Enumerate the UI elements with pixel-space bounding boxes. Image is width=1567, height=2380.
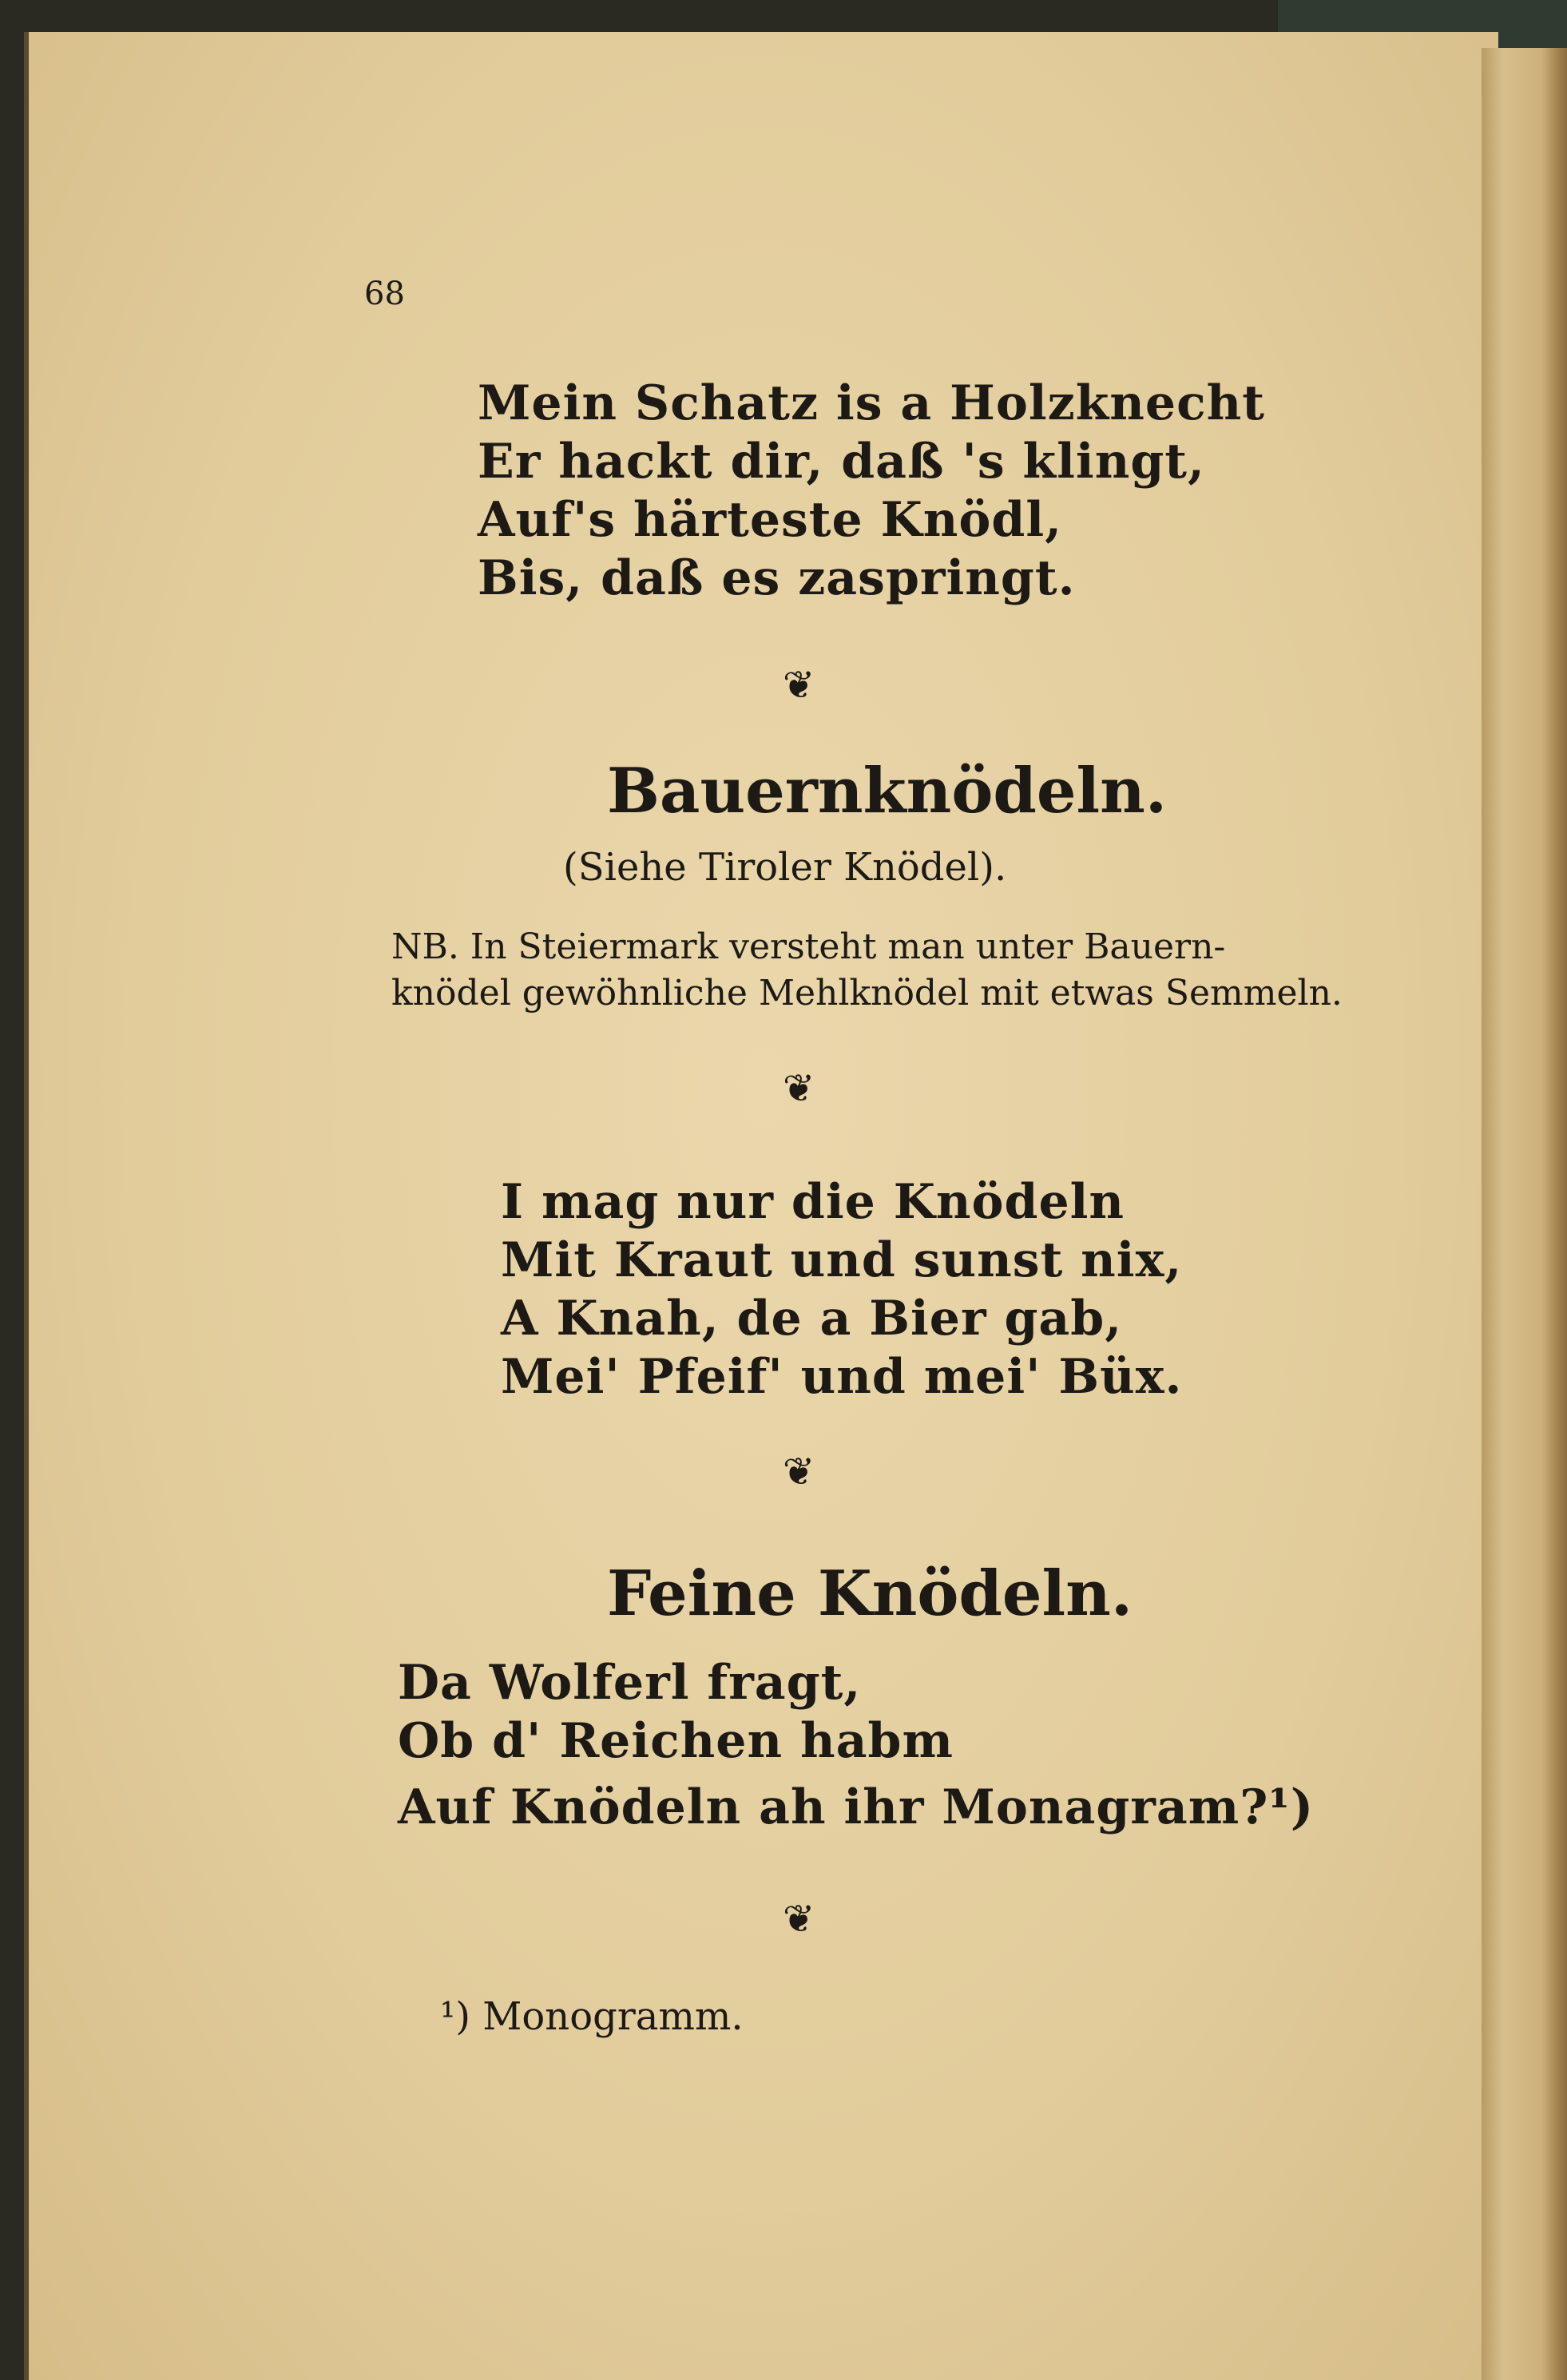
- poem1-line: Bis, daß es zaspringt.: [478, 550, 1076, 606]
- poem1-line: Auf's härteste Knödl,: [478, 492, 1063, 548]
- poem2-line: Mit Kraut und sunst nix,: [501, 1232, 1183, 1288]
- poem2-line: A Knah, de a Bier gab,: [501, 1291, 1123, 1347]
- section-title: Bauernknödeln.: [607, 755, 1168, 827]
- poem2-line: I mag nur die Knödeln: [501, 1174, 1125, 1230]
- poem2-line: Mei' Pfeif' und mei' Büx.: [501, 1349, 1183, 1405]
- page-gutter: [1482, 48, 1567, 2380]
- verse-line: Da Wolferl fragt,: [398, 1655, 862, 1711]
- note-line: NB. In Steiermark versteht man unter Bauern-: [391, 926, 1226, 967]
- poem1-line: Er hackt dir, daß 's klingt,: [478, 434, 1205, 490]
- section-title: Feine Knödeln.: [607, 1557, 1133, 1630]
- note-line: knödel gewöhnliche Mehlknödel mit etwas Semmeln.: [391, 973, 1343, 1013]
- poem1-line: Mein Schatz is a Holzknecht: [478, 375, 1265, 431]
- section-subtitle: (Siehe Tiroler Knödel).: [563, 845, 1007, 890]
- verse-line: Ob d' Reichen habm: [398, 1713, 954, 1769]
- footnote: ¹) Monogramm.: [440, 1994, 744, 2039]
- verse-line: Auf Knödeln ah ihr Monagram?¹): [398, 1779, 1315, 1835]
- ornament-icon: ❦: [783, 1897, 815, 1942]
- page-number: 68: [364, 276, 405, 312]
- ornament-icon: ❦: [783, 1066, 815, 1111]
- ornament-icon: ❦: [783, 663, 815, 708]
- ornament-icon: ❦: [783, 1450, 815, 1494]
